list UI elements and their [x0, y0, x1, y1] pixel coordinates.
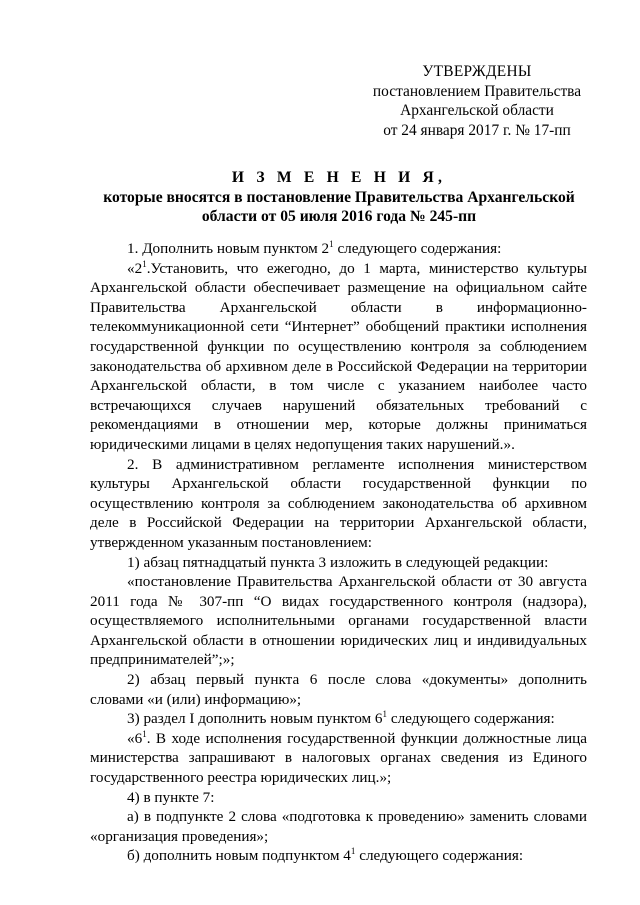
paragraph-quote-resolution: «постановление Правительства Архангельской области от 30 августа 2011 года № 307-пп “О видах государственного контроля (надзора), осуществляемого исполнительными органами государственной власти Архангельской области в отношении юридических лиц и индивидуальных предпринимателей”;»;: [90, 573, 587, 669]
paragraph-quote-2-1: «$2^1.Установить$, что ежегодно, до 1 марта, министерство культуры Архангельской области обеспечивает размещение на официальном сайте Правительства Архангельской области в информационно-телекоммуникационной сети “Интернет” обобщений практики исполнения государственной функции по осуществлению контроля за соблюдением законодательства об архивном деле в Российской Федерации на территории Архангельской области, в том числе с указанием наиболее часто встречающихся случаев нарушений обязательных требований с рекомендациями в отношении мер, которые должны приниматься юридическими лицами в целях недопущения таких нарушений.».: [90, 258, 587, 453]
document-title: [90, 168, 588, 226]
title-subtitle-line: области от 05 июля 2016 года № 245-пп: [201, 208, 477, 225]
approval-block: [360, 62, 594, 140]
approval-date: от 24 января 2017 г. № 17-пп: [383, 121, 571, 139]
document-body: [90, 239, 587, 866]
title-heading: И З М Е Н Е Н И Я,: [231, 169, 447, 186]
paragraph-subitem-4: 4) в пункте 7:: [127, 788, 215, 806]
paragraph-subitem-2: 2) абзац первый пункта 6 после слова «документы» дополнить словами «и (или) информацию»;: [90, 671, 587, 708]
approval-line: постановлением Правительства: [372, 82, 582, 100]
paragraph-subitem-1: 1) абзац пятнадцатый пункта 3 изложить в следующей редакции:: [127, 553, 549, 571]
paragraph-quote-6-1: «$6^1$. В ходе исполнения государственной функции должностные лица министерства запрашивают в налоговых органах сведения из Единого государственного реестра юридических лиц.»;: [90, 728, 587, 787]
paragraph-item-1: 1. Дополнить новым пунктом $2^1$ следующего содержания:: [127, 238, 502, 257]
paragraph-subitem-a: а) в подпункте 2 слова «подготовка к проведению» заменить словами «организация проведения»;: [90, 808, 587, 845]
paragraph-subitem-b: б) дополнить новым подпунктом $4^1$ следующего содержания:: [127, 846, 524, 865]
approval-stamp: УТВЕРЖДЕНЫ: [422, 63, 532, 80]
paragraph-item-2: 2. В административном регламенте исполнения министерством культуры Архангельской области государственной функции по осуществлению контроля за соблюдением законодательства об архивном деле в Российской Федерации на территории Архангельской области, утвержденном указанным постановлением:: [90, 455, 587, 551]
title-subtitle-line: которые вносятся в постановление Правительства Архангельской: [103, 189, 575, 206]
paragraph-subitem-3: 3) раздел I дополнить новым пунктом $6^1$ следующего содержания:: [127, 709, 555, 728]
approval-line: Архангельской области: [400, 102, 554, 119]
